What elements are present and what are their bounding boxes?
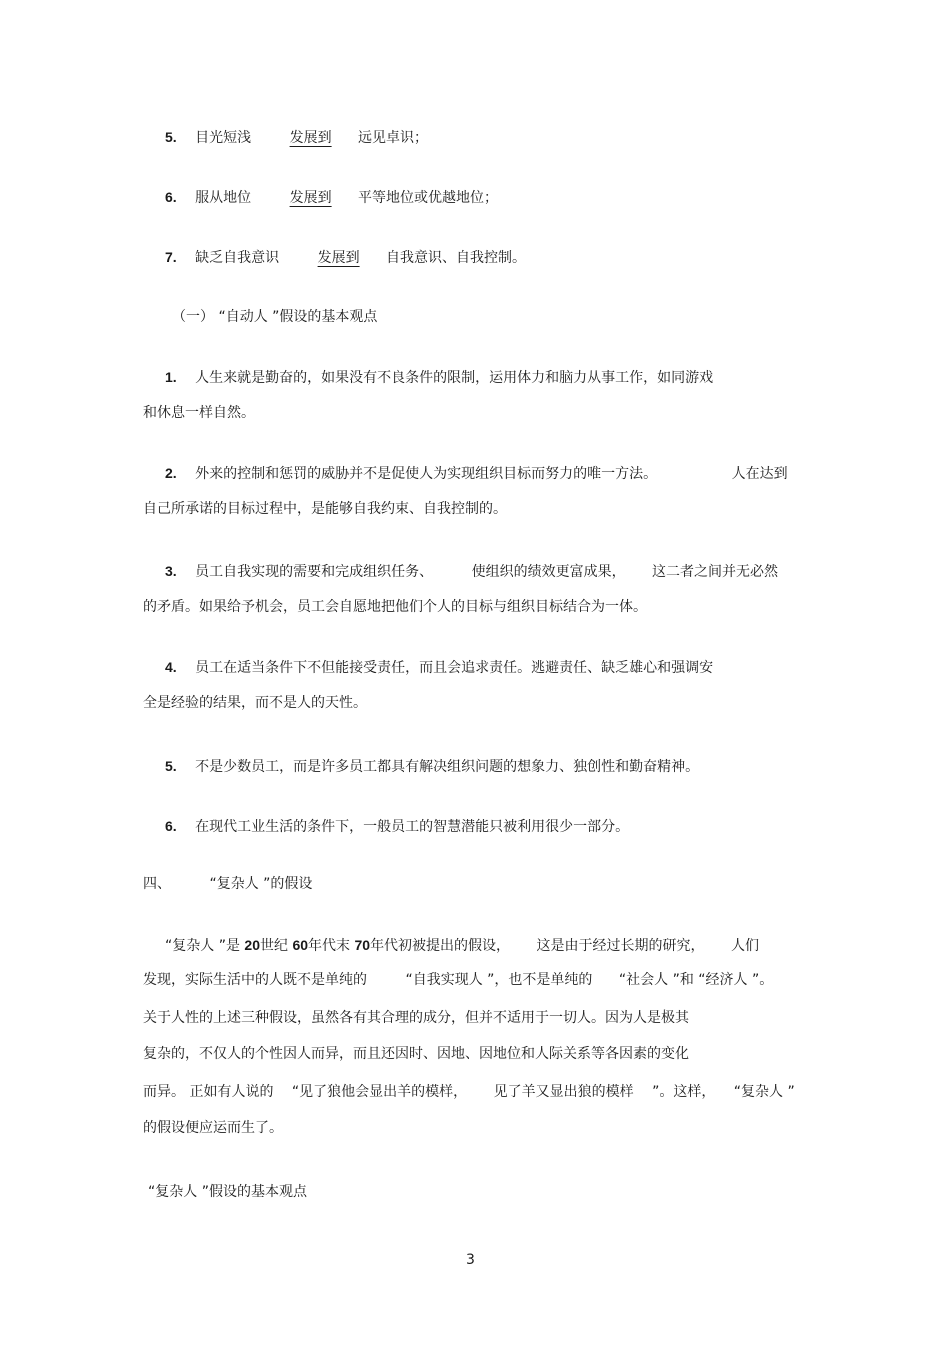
item-number: 7. [165, 249, 177, 265]
from-text: 服从地位 [195, 190, 252, 206]
point-6-line-1 [165, 816, 629, 836]
para-line-6: 的假设便应运而生了。 [143, 1120, 283, 1136]
point-text: 使组织的绩效更富成果， [471, 564, 626, 580]
to-text: 平等地位或优越地位； [358, 190, 499, 206]
para-line-1 [165, 935, 759, 955]
section-title: “复杂人 ”的假设 [209, 876, 313, 892]
to-text: 自我意识、自我控制。 [386, 250, 527, 266]
from-text: 目光短浅 [195, 130, 252, 146]
para-line-5 [143, 1082, 795, 1102]
point-2-line-2: 自己所承诺的目标过程中，是能够自我约束、自我控制的。 [143, 501, 507, 517]
point-text: 人在达到 [731, 466, 788, 482]
para-text: 而异。 正如有人说的 [143, 1084, 274, 1100]
para-text: 年代末 [308, 938, 351, 954]
para-text: 见了羊又显出狼的模样 [493, 1084, 634, 1100]
para-text: ”。这样， [652, 1084, 716, 1100]
point-text: 在现代工业生活的条件下，一般员工的智慧潜能只被利用很少一部分。 [195, 819, 630, 835]
item-number: 4. [165, 659, 177, 675]
point-text: 员工自我实现的需要和完成组织任务、 [195, 564, 434, 580]
point-4-line-1 [165, 657, 713, 677]
develop-to-text: 发展到 [289, 130, 332, 146]
point-3-line-2: 的矛盾。如果给予机会，员工会自愿地把他们个人的目标与组织目标结合为一体。 [143, 599, 647, 615]
page-number: 3 [466, 1252, 475, 1268]
point-3-line-1 [165, 561, 778, 581]
para-text: “自我实现人 ”，也不是单纯的 [405, 972, 593, 988]
section-heading-self-actualizing: （一） “自动人 ”假设的基本观点 [172, 309, 378, 325]
para-text: “复杂人 ”是 [165, 938, 240, 954]
para-text: “见了狼他会显出羊的模样， [291, 1084, 468, 1100]
point-1-line-1 [165, 367, 713, 387]
para-line-2 [143, 970, 773, 990]
section-number: 四、 [143, 876, 171, 892]
point-text: 人生来就是勤奋的，如果没有不良条件的限制，运用体力和脑力从事工作，如同游戏 [195, 370, 714, 386]
evolution-item-6 [165, 187, 498, 207]
evolution-item-5 [165, 127, 428, 147]
item-number: 5. [165, 758, 177, 774]
item-number: 3. [165, 563, 177, 579]
item-number: 6. [165, 189, 177, 205]
point-4-line-2: 全是经验的结果，而不是人的天性。 [143, 695, 367, 711]
para-line-4: 复杂的，不仅人的个性因人而异，而且还因时、因地、因地位和人际关系等各因素的变化 [143, 1046, 689, 1062]
para-text: 年代初被提出的假设， [370, 938, 511, 954]
section-heading-complex-man [143, 874, 312, 894]
point-text: 员工在适当条件下不但能接受责任，而且会追求责任。逃避责任、缺乏雄心和强调安 [195, 660, 714, 676]
point-1-line-2: 和休息一样自然。 [143, 405, 255, 421]
para-text: 世纪 [260, 938, 288, 954]
to-text: 远见卓识； [358, 130, 429, 146]
para-number: 60 [292, 937, 309, 953]
para-line-3: 关于人性的上述三种假设，虽然各有其合理的成分，但并不适用于一切人。因为人是极其 [143, 1010, 689, 1026]
para-text: “复杂人 ” [733, 1084, 795, 1100]
point-2-line-1 [165, 463, 788, 483]
item-number: 5. [165, 129, 177, 145]
develop-to-text: 发展到 [317, 250, 360, 266]
develop-to-text: 发展到 [289, 190, 332, 206]
item-number: 6. [165, 818, 177, 834]
para-number: 70 [354, 937, 371, 953]
point-text: 这二者之间并无必然 [652, 564, 779, 580]
subheading-complex-man-views: “复杂人 ”假设的基本观点 [148, 1184, 307, 1200]
para-text: “社会人 ”和 “经济人 ”。 [618, 972, 774, 988]
evolution-item-7 [165, 247, 526, 267]
point-text: 不是少数员工，而是许多员工都具有解决组织问题的想象力、独创性和勤奋精神。 [195, 759, 700, 775]
from-text: 缺乏自我意识 [195, 250, 280, 266]
para-text: 发现，实际生活中的人既不是单纯的 [143, 972, 367, 988]
para-text: 人们 [730, 938, 759, 954]
point-5-line-1 [165, 756, 699, 776]
item-number: 1. [165, 369, 177, 385]
point-text: 外来的控制和惩罚的威胁并不是促使人为实现组织目标而努力的唯一方法。 [195, 466, 658, 482]
para-text: 这是由于经过长期的研究， [536, 938, 705, 954]
item-number: 2. [165, 465, 177, 481]
para-number: 20 [244, 937, 260, 953]
